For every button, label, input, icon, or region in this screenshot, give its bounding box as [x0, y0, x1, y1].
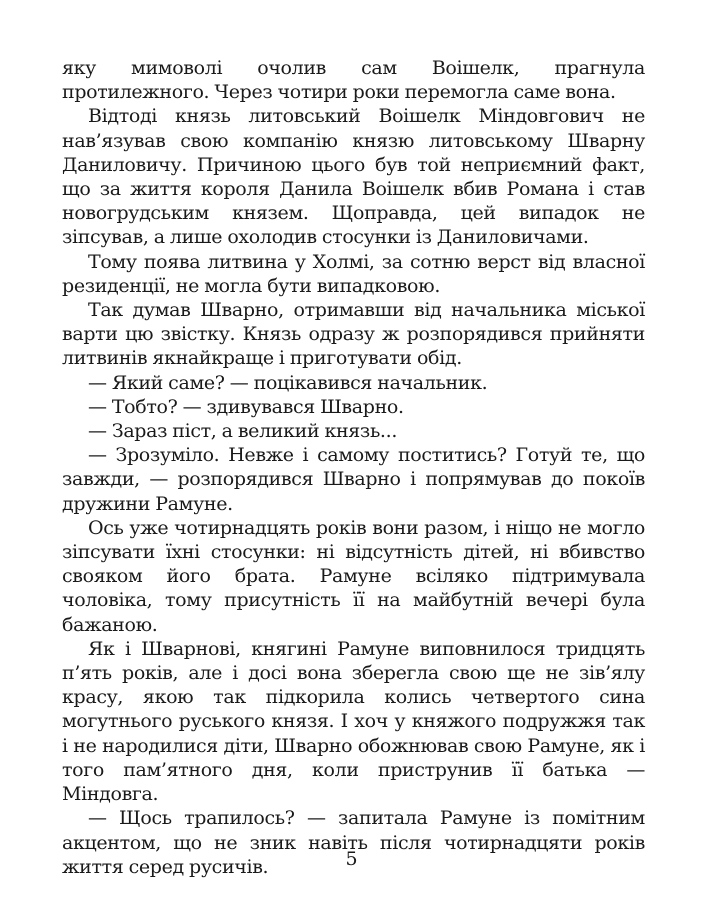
paragraph: Відтоді князь литовський Воішелк Міндовгович не нав’язував свою компанію князю литовському Шварну Даниловичу. Причиною цього був той неприємний факт, що за життя короля Данила Воішелк вбив Романа і став новогрудським князем. Щоправда, цей випадок не зіпсував, а лише охолодив стосунки із Даниловичами.: [62, 105, 645, 249]
paragraph: Тому поява литвина у Холмі, за сотню верст від власної резиденції, не могла бути випадковою.: [62, 250, 645, 297]
dialogue-line: — Тобто? — здивувався Шварно.: [88, 395, 404, 418]
dialogue-line: — Зрозуміло. Невже і самому поститись? Готуй те, що завжди, — розпорядився Шварно і попрямував до покоїв дружини Рамуне.: [62, 444, 645, 515]
paragraph: Ось уже чотирнадцять років вони разом, і ніщо не могло зіпсувати їхні стосунки: ні відсутність дітей, ні вбивство свояком його брата. Рамуне всіляко підтримувала чоловіка, тому присутність її на майбутній вечері була бажаною.: [62, 516, 645, 636]
dialogue-line: — Який саме? — поцікавився начальник.: [88, 371, 488, 394]
page-body: [62, 56, 645, 879]
paragraph: Як і Шварнові, княгині Рамуне виповнилося тридцять п’ять років, але і досі вона зберегла свою ще не зів’ялу красу, якою так підкорила колись четвертого сина могутнього руського князя. І хоч у княжого подружжя так і не народилися діти, Шварно обожнював свою Рамуне, як і того пам’ятного дня, коли приструнив її батька — Міндовга.: [62, 637, 645, 806]
paragraph: Так думав Шварно, отримавши від начальника міської варти цю звістку. Князь одразу ж розпорядився прийняти литвинів якнайкраще і приготувати обід.: [62, 299, 645, 370]
paragraph: яку мимоволі очолив сам Воішелк, прагнула протилежного. Через чотири роки перемогла саме вона.: [62, 57, 645, 104]
dialogue-line: — Зараз піст, а великий князь...: [88, 420, 398, 443]
dialogue-line: — Щось трапилось? — запитала Рамуне із помітним акцентом, що не зник навіть після чотирнадцяти років життя серед русичів.: [62, 807, 645, 878]
page-number: 5: [345, 848, 358, 870]
